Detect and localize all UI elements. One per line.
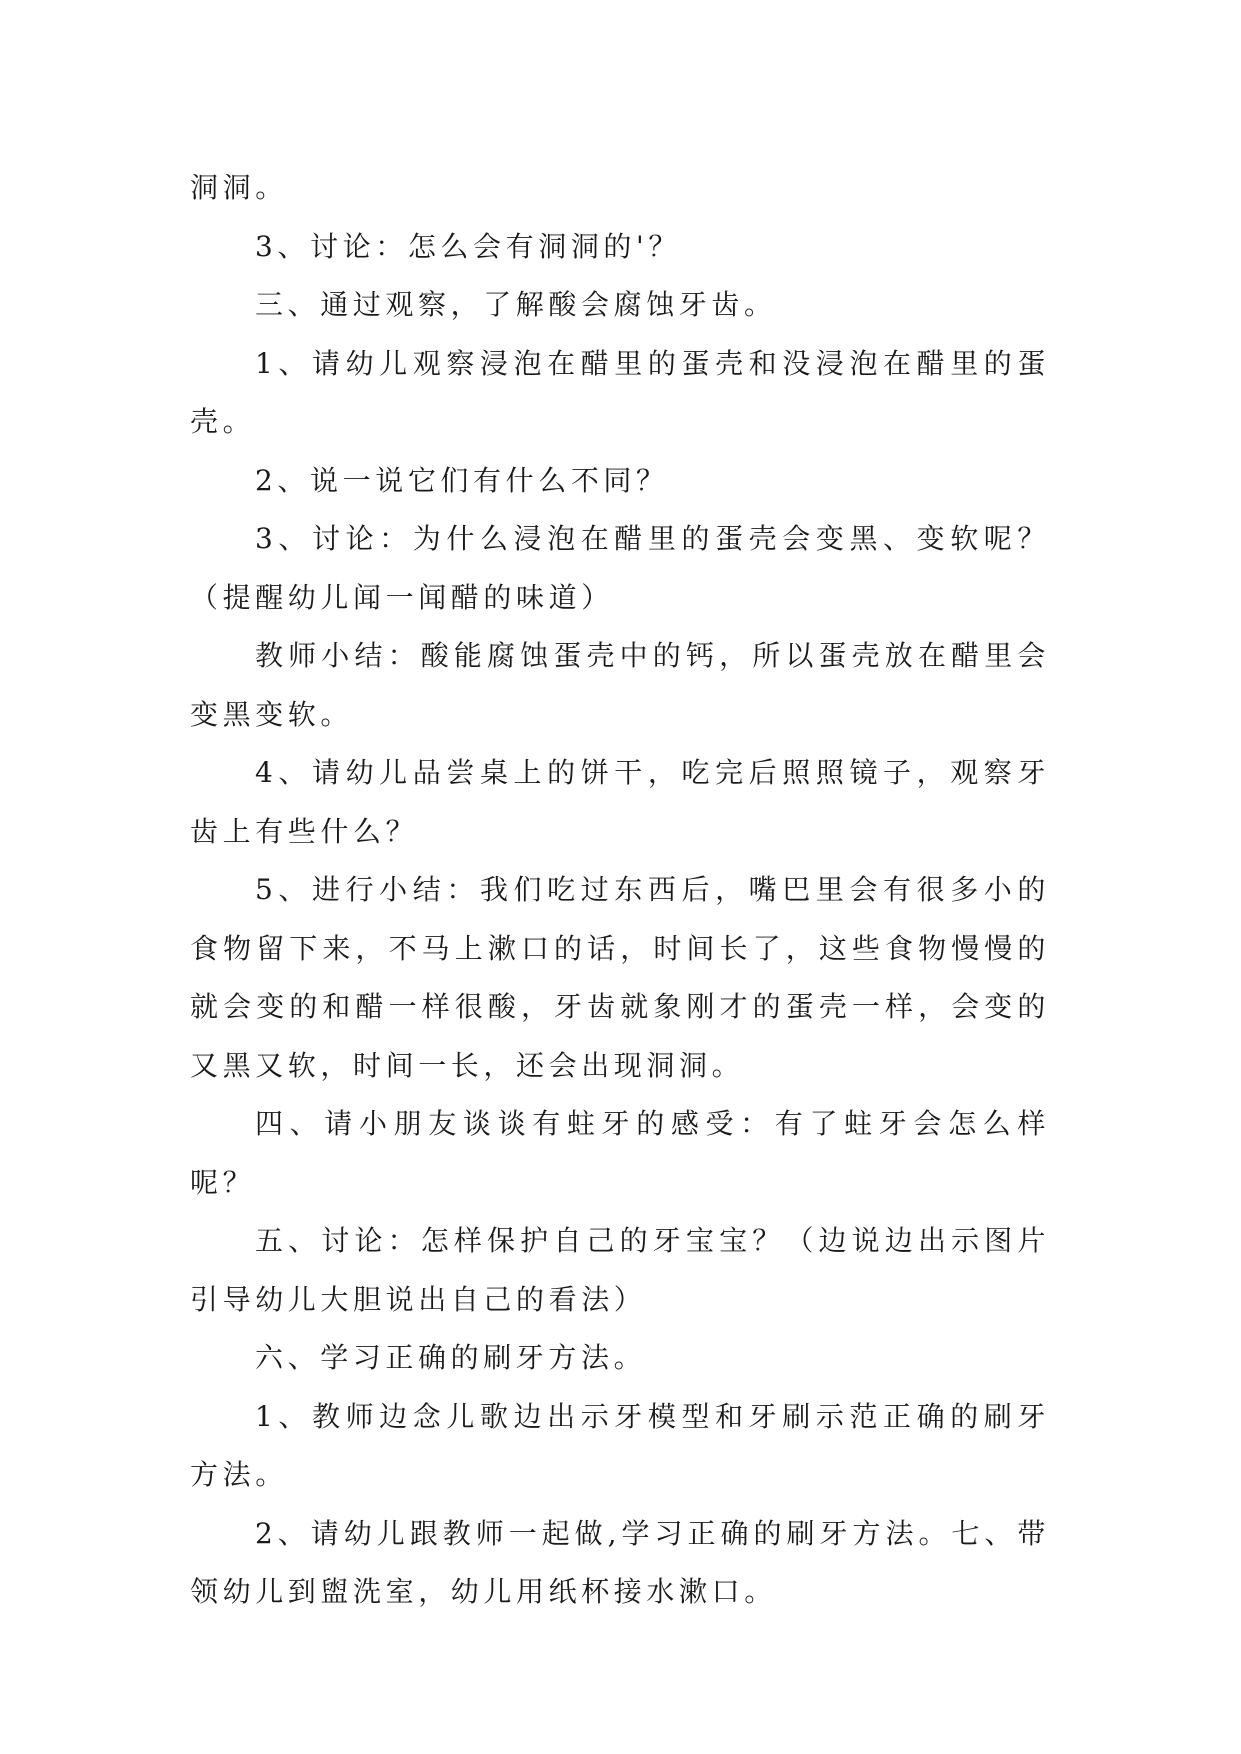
paragraph: 1、请幼儿观察浸泡在醋里的蛋壳和没浸泡在醋里的蛋壳。: [190, 346, 1050, 438]
paragraph: 1、教师边念儿歌边出示牙模型和牙刷示范正确的刷牙方法。: [190, 1399, 1050, 1491]
document-body: [190, 159, 1050, 1622]
paragraph: 三、通过观察，了解酸会腐蚀牙齿。: [255, 288, 777, 321]
paragraph: 2、请幼儿跟教师一起做,学习正确的刷牙方法。七、带领幼儿到盥洗室，幼儿用纸杯接水漱口。: [190, 1516, 1050, 1608]
paragraph: 五、讨论：怎样保护自己的牙宝宝？（边说边出示图片引导幼儿大胆说出自己的看法）: [190, 1224, 1050, 1316]
paragraph: 4、请幼儿品尝桌上的饼干，吃完后照照镜子，观察牙齿上有些什么？: [190, 756, 1050, 848]
paragraph: 四、请小朋友谈谈有蛀牙的感受：有了蛀牙会怎么样呢？: [190, 1107, 1050, 1199]
paragraph: 六、学习正确的刷牙方法。: [255, 1341, 647, 1374]
paragraph: 3、讨论：为什么浸泡在醋里的蛋壳会变黑、变软呢？（提醒幼儿闻一闻醋的味道）: [190, 522, 1050, 614]
paragraph: 2、说一说它们有什么不同？: [255, 463, 669, 497]
paragraph: 洞洞。: [190, 171, 288, 204]
paragraph: 5、进行小结：我们吃过东西后，嘴巴里会有很多小的食物留下来，不马上漱口的话，时间长了，这些食物慢慢的就会变的和醋一样很酸，牙齿就象刚才的蛋壳一样，会变的又黑又软，时间一长，还会出现洞洞。: [190, 873, 1050, 1082]
paragraph: 3、讨论：怎么会有洞洞的'？: [255, 229, 681, 263]
paragraph: 教师小结：酸能腐蚀蛋壳中的钙，所以蛋壳放在醋里会变黑变软。: [190, 639, 1050, 731]
